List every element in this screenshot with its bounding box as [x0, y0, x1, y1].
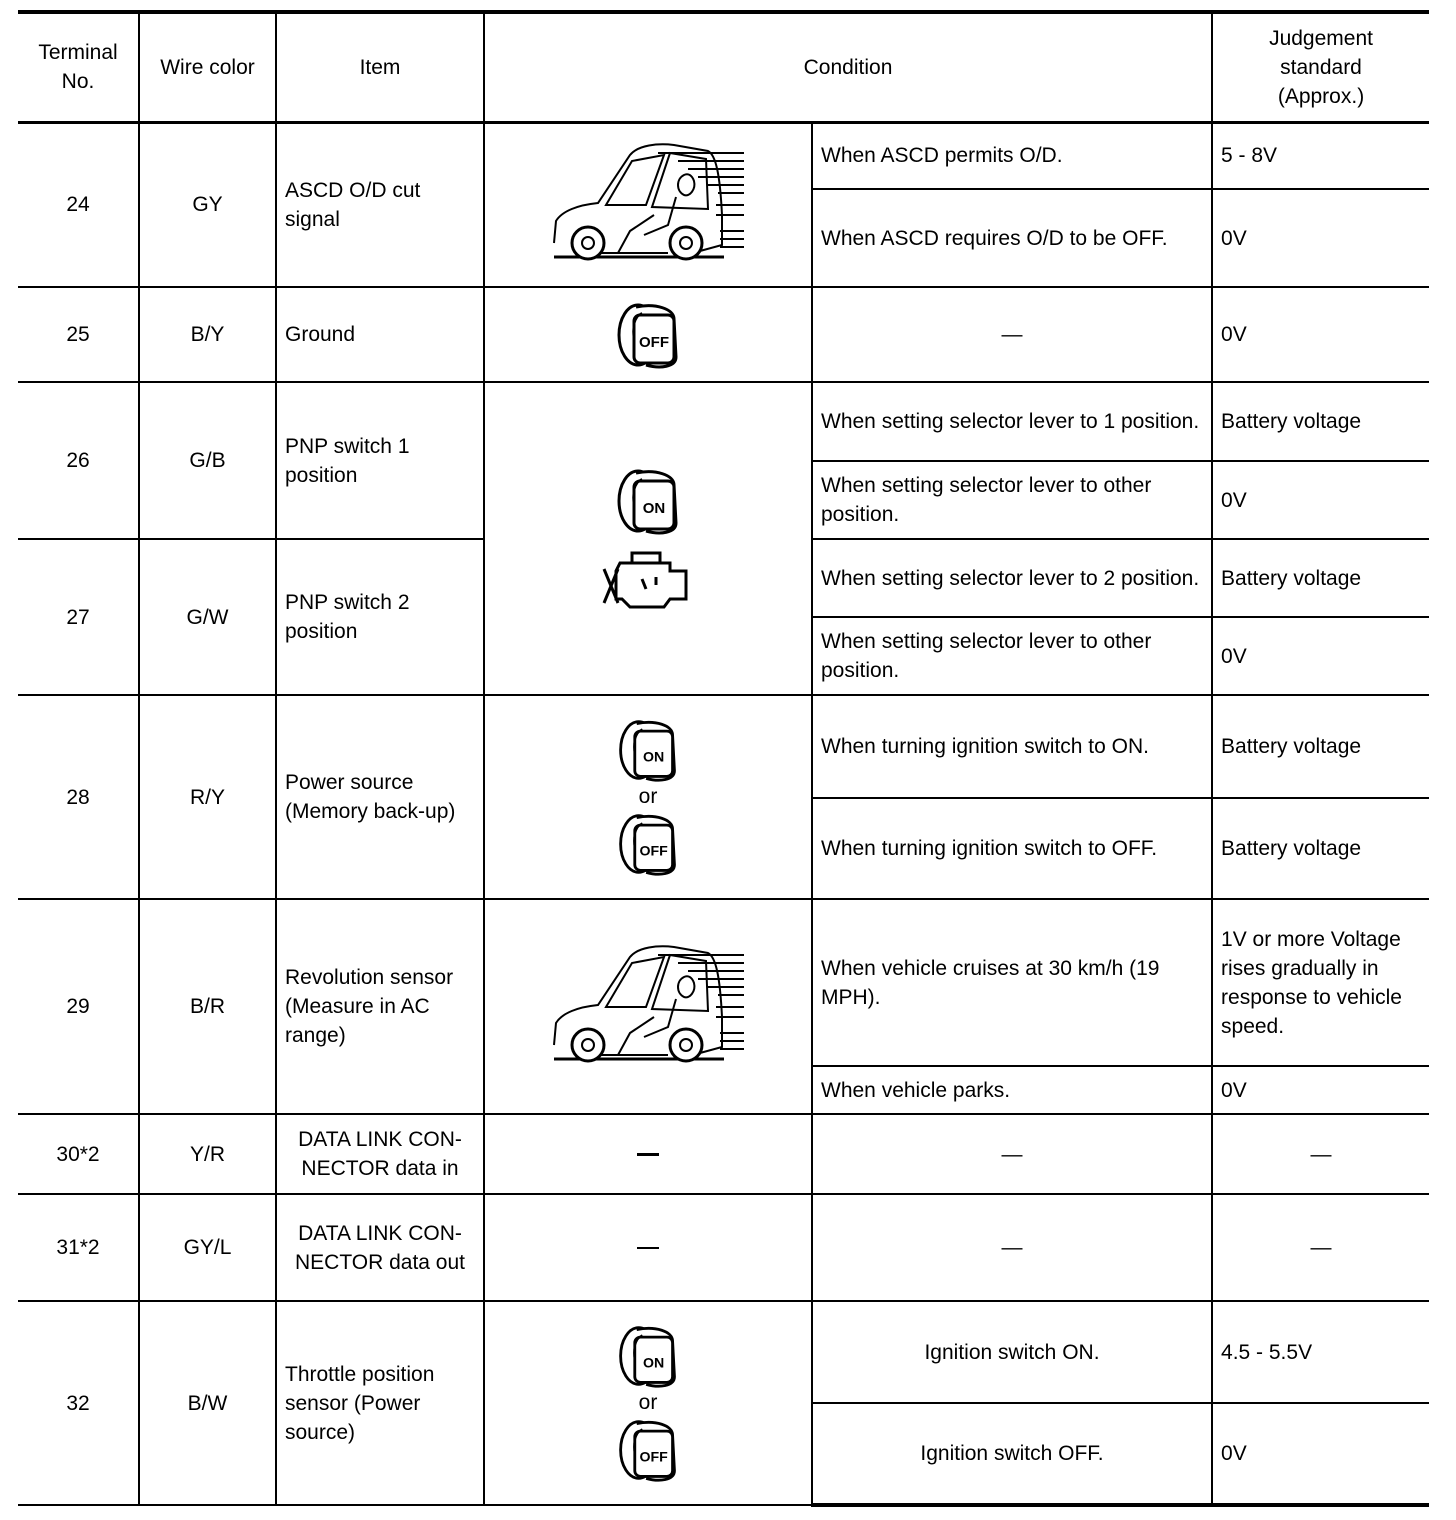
judgement: — [1212, 1194, 1429, 1301]
ignition-off-icon [616, 299, 680, 371]
ignition-off-icon [616, 1416, 680, 1484]
terminal-no: 30*2 [18, 1114, 139, 1194]
table-row [18, 122, 1429, 189]
terminal-no: 32 [18, 1301, 139, 1505]
car-driving-icon [548, 135, 748, 275]
table-row [18, 1194, 1429, 1301]
condition: — [812, 287, 1212, 382]
condition-picture [484, 287, 812, 382]
judgement: Battery voltage [1212, 539, 1429, 617]
table-row [18, 287, 1429, 382]
ignition-off-icon [616, 810, 680, 878]
condition-picture [484, 899, 812, 1114]
svg-text:ON: ON [643, 749, 665, 766]
dash-mark [637, 1247, 659, 1249]
svg-text:OFF: OFF [639, 333, 669, 351]
terminal-no: 27 [18, 539, 139, 695]
or-label: or [638, 1391, 658, 1414]
condition: Ignition switch ON. [812, 1301, 1212, 1403]
header-judgement: Judgement standard (Approx.) [1212, 12, 1429, 122]
judgement: 0V [1212, 617, 1429, 695]
judgement: 0V [1212, 1403, 1429, 1505]
condition-picture [484, 695, 812, 899]
item: PNP switch 1 position [276, 382, 484, 539]
wire-color: G/B [139, 382, 276, 539]
table-row [18, 1301, 1429, 1403]
item: Throttle position sensor (Power source) [276, 1301, 484, 1505]
judgement: Battery voltage [1212, 382, 1429, 461]
car-driving-icon [548, 937, 748, 1077]
item: ASCD O/D cut signal [276, 122, 484, 287]
wire-color: B/Y [139, 287, 276, 382]
item: Power source (Memory back-up) [276, 695, 484, 899]
header-terminal: Terminal No. [18, 12, 139, 122]
or-label: or [638, 785, 658, 808]
engine-stopped-icon [600, 549, 696, 613]
condition: When setting selector lever to 2 position. [812, 539, 1212, 617]
judgement: 1V or more Voltage rises gradually in response to vehicle speed. [1212, 899, 1429, 1066]
table-row [18, 695, 1429, 798]
header-wire-color: Wire color [139, 12, 276, 122]
terminal-no: 29 [18, 899, 139, 1114]
item: Revolution sensor (Measure in AC range) [276, 899, 484, 1114]
item: DATA LINK CON-NECTOR data out [276, 1194, 484, 1301]
wire-color: R/Y [139, 695, 276, 899]
wire-color: B/R [139, 899, 276, 1114]
table-row [18, 382, 1429, 461]
condition: When setting selector lever to other position. [812, 461, 1212, 539]
item: Ground [276, 287, 484, 382]
condition: When turning ignition switch to ON. [812, 695, 1212, 798]
condition: When setting selector lever to 1 position. [812, 382, 1212, 461]
svg-text:OFF: OFF [639, 843, 668, 860]
condition: When setting selector lever to other position. [812, 617, 1212, 695]
judgement: — [1212, 1114, 1429, 1194]
header-item: Item [276, 12, 484, 122]
judgement: 0V [1212, 287, 1429, 382]
wire-color: GY [139, 122, 276, 287]
wire-color: B/W [139, 1301, 276, 1505]
ignition-on-icon [616, 1322, 680, 1390]
item: PNP switch 2 position [276, 539, 484, 695]
condition: When turning ignition switch to OFF. [812, 798, 1212, 899]
item: DATA LINK CON-NECTOR data in [276, 1114, 484, 1194]
condition: When ASCD permits O/D. [812, 122, 1212, 189]
terminal-no: 31*2 [18, 1194, 139, 1301]
svg-text:OFF: OFF [639, 1449, 668, 1466]
judgement: 0V [1212, 1066, 1429, 1114]
condition-picture [484, 382, 812, 695]
condition: — [812, 1114, 1212, 1194]
judgement: 5 - 8V [1212, 122, 1429, 189]
dash-mark [637, 1153, 659, 1156]
terminal-no: 28 [18, 695, 139, 899]
condition: — [812, 1194, 1212, 1301]
table-row [18, 899, 1429, 1066]
wire-color: G/W [139, 539, 276, 695]
wire-color: GY/L [139, 1194, 276, 1301]
judgement: 0V [1212, 189, 1429, 287]
condition: When vehicle parks. [812, 1066, 1212, 1114]
condition-picture [484, 1114, 812, 1194]
condition-picture [484, 1301, 812, 1505]
judgement: Battery voltage [1212, 695, 1429, 798]
terminal-table [18, 10, 1429, 1507]
judgement: 4.5 - 5.5V [1212, 1301, 1429, 1403]
terminal-no: 24 [18, 122, 139, 287]
ignition-on-icon [616, 465, 680, 537]
header-condition: Condition [484, 12, 1212, 122]
wire-color: Y/R [139, 1114, 276, 1194]
terminal-no: 26 [18, 382, 139, 539]
condition: Ignition switch OFF. [812, 1403, 1212, 1505]
judgement: Battery voltage [1212, 798, 1429, 899]
terminal-no: 25 [18, 287, 139, 382]
ignition-on-icon [616, 716, 680, 784]
judgement: 0V [1212, 461, 1429, 539]
condition: When vehicle cruises at 30 km/h (19 MPH). [812, 899, 1212, 1066]
svg-text:ON: ON [642, 499, 666, 517]
condition-picture [484, 1194, 812, 1301]
condition: When ASCD requires O/D to be OFF. [812, 189, 1212, 287]
table-row [18, 1114, 1429, 1194]
condition-picture [484, 122, 812, 287]
svg-text:ON: ON [643, 1355, 665, 1372]
